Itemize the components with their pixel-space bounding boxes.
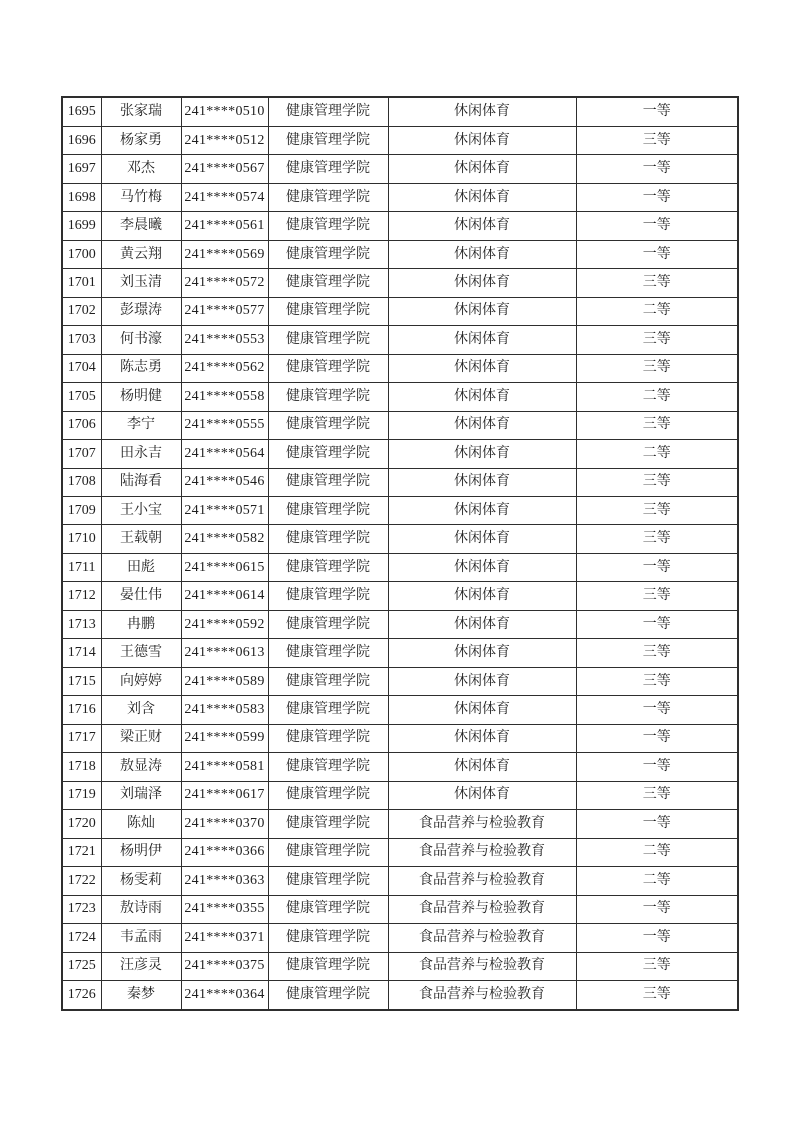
cell-major: 休闲体育: [388, 326, 576, 354]
table-row: [62, 838, 738, 866]
cell-serial-number: 1699: [62, 212, 101, 240]
cell-college: 健康管理学院: [268, 924, 388, 952]
cell-serial-number: 1712: [62, 582, 101, 610]
cell-award-level: 三等: [576, 582, 738, 610]
cell-college: 健康管理学院: [268, 383, 388, 411]
table-row: [62, 867, 738, 895]
cell-student-id: 241****0355: [181, 895, 268, 923]
cell-college: 健康管理学院: [268, 639, 388, 667]
cell-student-id: 241****0363: [181, 867, 268, 895]
cell-serial-number: 1724: [62, 924, 101, 952]
table-row: [62, 724, 738, 752]
table-row: [62, 753, 738, 781]
cell-award-level: 三等: [576, 639, 738, 667]
cell-major: 休闲体育: [388, 696, 576, 724]
cell-major: 休闲体育: [388, 354, 576, 382]
cell-major: 休闲体育: [388, 525, 576, 553]
cell-college: 健康管理学院: [268, 468, 388, 496]
cell-student-id: 241****0553: [181, 326, 268, 354]
cell-award-level: 一等: [576, 696, 738, 724]
cell-student-name: 刘瑞泽: [101, 781, 181, 809]
cell-major: 食品营养与检验教育: [388, 980, 576, 1010]
cell-college: 健康管理学院: [268, 810, 388, 838]
cell-award-level: 一等: [576, 895, 738, 923]
cell-award-level: 一等: [576, 924, 738, 952]
cell-serial-number: 1700: [62, 240, 101, 268]
cell-award-level: 三等: [576, 525, 738, 553]
cell-award-level: 一等: [576, 240, 738, 268]
cell-serial-number: 1709: [62, 497, 101, 525]
cell-student-name: 彭璟涛: [101, 297, 181, 325]
cell-student-name: 张家瑞: [101, 97, 181, 126]
cell-student-id: 241****0599: [181, 724, 268, 752]
cell-college: 健康管理学院: [268, 952, 388, 980]
table-row: [62, 610, 738, 638]
cell-serial-number: 1718: [62, 753, 101, 781]
cell-college: 健康管理学院: [268, 326, 388, 354]
cell-award-level: 三等: [576, 952, 738, 980]
table-row: [62, 952, 738, 980]
cell-award-level: 三等: [576, 269, 738, 297]
cell-college: 健康管理学院: [268, 667, 388, 695]
cell-college: 健康管理学院: [268, 297, 388, 325]
table-row: [62, 525, 738, 553]
cell-award-level: 一等: [576, 97, 738, 126]
cell-college: 健康管理学院: [268, 582, 388, 610]
cell-serial-number: 1711: [62, 553, 101, 581]
cell-serial-number: 1705: [62, 383, 101, 411]
cell-major: 休闲体育: [388, 724, 576, 752]
cell-serial-number: 1702: [62, 297, 101, 325]
table-row: [62, 924, 738, 952]
table-row: [62, 696, 738, 724]
cell-student-name: 汪彦灵: [101, 952, 181, 980]
cell-serial-number: 1695: [62, 97, 101, 126]
cell-award-level: 二等: [576, 297, 738, 325]
cell-major: 食品营养与检验教育: [388, 867, 576, 895]
cell-student-id: 241****0613: [181, 639, 268, 667]
cell-major: 休闲体育: [388, 582, 576, 610]
table-row: [62, 667, 738, 695]
cell-major: 食品营养与检验教育: [388, 838, 576, 866]
cell-student-name: 梁正财: [101, 724, 181, 752]
table-row: [62, 468, 738, 496]
cell-student-id: 241****0582: [181, 525, 268, 553]
cell-student-id: 241****0569: [181, 240, 268, 268]
table-row: [62, 212, 738, 240]
cell-college: 健康管理学院: [268, 155, 388, 183]
cell-award-level: 一等: [576, 810, 738, 838]
cell-student-id: 241****0370: [181, 810, 268, 838]
cell-major: 休闲体育: [388, 753, 576, 781]
cell-major: 休闲体育: [388, 240, 576, 268]
cell-college: 健康管理学院: [268, 610, 388, 638]
cell-college: 健康管理学院: [268, 269, 388, 297]
cell-award-level: 三等: [576, 411, 738, 439]
cell-award-level: 一等: [576, 553, 738, 581]
table-row: [62, 97, 738, 126]
cell-student-id: 241****0562: [181, 354, 268, 382]
cell-student-id: 241****0583: [181, 696, 268, 724]
cell-student-id: 241****0366: [181, 838, 268, 866]
cell-award-level: 三等: [576, 667, 738, 695]
cell-college: 健康管理学院: [268, 980, 388, 1010]
cell-award-level: 一等: [576, 155, 738, 183]
cell-serial-number: 1713: [62, 610, 101, 638]
cell-student-name: 何书濠: [101, 326, 181, 354]
cell-serial-number: 1708: [62, 468, 101, 496]
cell-student-name: 冉鹏: [101, 610, 181, 638]
cell-student-id: 241****0371: [181, 924, 268, 952]
cell-award-level: 三等: [576, 326, 738, 354]
cell-college: 健康管理学院: [268, 525, 388, 553]
award-table: [61, 96, 739, 1011]
cell-award-level: 一等: [576, 212, 738, 240]
cell-student-name: 向婷婷: [101, 667, 181, 695]
cell-student-name: 田彪: [101, 553, 181, 581]
table-row: [62, 183, 738, 211]
cell-serial-number: 1720: [62, 810, 101, 838]
cell-serial-number: 1710: [62, 525, 101, 553]
cell-college: 健康管理学院: [268, 126, 388, 154]
table-row: [62, 497, 738, 525]
cell-student-name: 李晨曦: [101, 212, 181, 240]
cell-student-id: 241****0567: [181, 155, 268, 183]
cell-student-name: 韦孟雨: [101, 924, 181, 952]
cell-major: 食品营养与检验教育: [388, 895, 576, 923]
cell-student-id: 241****0512: [181, 126, 268, 154]
cell-major: 休闲体育: [388, 297, 576, 325]
table-row: [62, 155, 738, 183]
cell-serial-number: 1698: [62, 183, 101, 211]
cell-major: 休闲体育: [388, 781, 576, 809]
table-row: [62, 980, 738, 1010]
cell-major: 休闲体育: [388, 212, 576, 240]
cell-college: 健康管理学院: [268, 411, 388, 439]
cell-student-name: 敖诗雨: [101, 895, 181, 923]
table-row: [62, 126, 738, 154]
cell-major: 休闲体育: [388, 183, 576, 211]
cell-college: 健康管理学院: [268, 553, 388, 581]
table-row: [62, 639, 738, 667]
cell-major: 休闲体育: [388, 383, 576, 411]
cell-award-level: 二等: [576, 867, 738, 895]
cell-student-name: 王德雪: [101, 639, 181, 667]
cell-student-id: 241****0617: [181, 781, 268, 809]
cell-serial-number: 1716: [62, 696, 101, 724]
cell-serial-number: 1722: [62, 867, 101, 895]
cell-serial-number: 1717: [62, 724, 101, 752]
cell-college: 健康管理学院: [268, 753, 388, 781]
cell-award-level: 二等: [576, 838, 738, 866]
cell-student-name: 秦梦: [101, 980, 181, 1010]
table-row: [62, 326, 738, 354]
table-row: [62, 440, 738, 468]
cell-student-id: 241****0571: [181, 497, 268, 525]
cell-college: 健康管理学院: [268, 440, 388, 468]
table-row: [62, 297, 738, 325]
cell-student-name: 刘玉清: [101, 269, 181, 297]
cell-serial-number: 1715: [62, 667, 101, 695]
table-row: [62, 781, 738, 809]
cell-student-id: 241****0589: [181, 667, 268, 695]
cell-college: 健康管理学院: [268, 97, 388, 126]
cell-student-id: 241****0577: [181, 297, 268, 325]
cell-serial-number: 1697: [62, 155, 101, 183]
table-row: [62, 383, 738, 411]
cell-award-level: 一等: [576, 610, 738, 638]
cell-student-name: 马竹梅: [101, 183, 181, 211]
cell-serial-number: 1723: [62, 895, 101, 923]
cell-serial-number: 1706: [62, 411, 101, 439]
cell-major: 食品营养与检验教育: [388, 810, 576, 838]
cell-student-name: 王载朝: [101, 525, 181, 553]
cell-serial-number: 1714: [62, 639, 101, 667]
cell-award-level: 三等: [576, 781, 738, 809]
cell-student-id: 241****0555: [181, 411, 268, 439]
cell-serial-number: 1719: [62, 781, 101, 809]
cell-college: 健康管理学院: [268, 838, 388, 866]
cell-student-id: 241****0546: [181, 468, 268, 496]
cell-student-id: 241****0574: [181, 183, 268, 211]
cell-serial-number: 1703: [62, 326, 101, 354]
cell-student-id: 241****0592: [181, 610, 268, 638]
table-row: [62, 553, 738, 581]
cell-student-name: 杨明健: [101, 383, 181, 411]
cell-major: 休闲体育: [388, 440, 576, 468]
cell-major: 休闲体育: [388, 667, 576, 695]
cell-college: 健康管理学院: [268, 497, 388, 525]
cell-major: 休闲体育: [388, 126, 576, 154]
cell-student-name: 陆海看: [101, 468, 181, 496]
cell-college: 健康管理学院: [268, 354, 388, 382]
cell-major: 休闲体育: [388, 610, 576, 638]
cell-student-id: 241****0510: [181, 97, 268, 126]
cell-student-name: 陈志勇: [101, 354, 181, 382]
table-row: [62, 269, 738, 297]
cell-major: 休闲体育: [388, 97, 576, 126]
cell-award-level: 三等: [576, 354, 738, 382]
cell-student-name: 杨明伊: [101, 838, 181, 866]
cell-college: 健康管理学院: [268, 212, 388, 240]
cell-student-name: 李宁: [101, 411, 181, 439]
table-row: [62, 240, 738, 268]
cell-student-id: 241****0614: [181, 582, 268, 610]
cell-student-name: 晏仕伟: [101, 582, 181, 610]
cell-student-name: 刘含: [101, 696, 181, 724]
cell-college: 健康管理学院: [268, 696, 388, 724]
cell-serial-number: 1704: [62, 354, 101, 382]
table-row: [62, 895, 738, 923]
cell-student-id: 241****0572: [181, 269, 268, 297]
cell-student-id: 241****0558: [181, 383, 268, 411]
cell-college: 健康管理学院: [268, 240, 388, 268]
cell-serial-number: 1701: [62, 269, 101, 297]
cell-student-id: 241****0581: [181, 753, 268, 781]
cell-college: 健康管理学院: [268, 867, 388, 895]
cell-student-name: 敖显涛: [101, 753, 181, 781]
cell-student-name: 杨雯莉: [101, 867, 181, 895]
table-row: [62, 411, 738, 439]
cell-student-name: 黄云翔: [101, 240, 181, 268]
cell-serial-number: 1696: [62, 126, 101, 154]
cell-major: 休闲体育: [388, 497, 576, 525]
cell-student-name: 杨家勇: [101, 126, 181, 154]
cell-award-level: 三等: [576, 980, 738, 1010]
table-row: [62, 582, 738, 610]
cell-award-level: 三等: [576, 497, 738, 525]
cell-award-level: 三等: [576, 126, 738, 154]
cell-college: 健康管理学院: [268, 781, 388, 809]
cell-major: 休闲体育: [388, 468, 576, 496]
cell-major: 食品营养与检验教育: [388, 924, 576, 952]
cell-student-name: 王小宝: [101, 497, 181, 525]
cell-major: 休闲体育: [388, 155, 576, 183]
cell-award-level: 一等: [576, 724, 738, 752]
cell-student-id: 241****0561: [181, 212, 268, 240]
cell-major: 休闲体育: [388, 639, 576, 667]
cell-student-id: 241****0375: [181, 952, 268, 980]
cell-serial-number: 1721: [62, 838, 101, 866]
cell-serial-number: 1725: [62, 952, 101, 980]
cell-student-id: 241****0564: [181, 440, 268, 468]
cell-student-id: 241****0615: [181, 553, 268, 581]
table-row: [62, 354, 738, 382]
table-row: [62, 810, 738, 838]
cell-award-level: 二等: [576, 383, 738, 411]
cell-award-level: 二等: [576, 440, 738, 468]
cell-college: 健康管理学院: [268, 724, 388, 752]
cell-major: 食品营养与检验教育: [388, 952, 576, 980]
cell-student-name: 陈灿: [101, 810, 181, 838]
cell-major: 休闲体育: [388, 553, 576, 581]
cell-serial-number: 1726: [62, 980, 101, 1010]
cell-serial-number: 1707: [62, 440, 101, 468]
cell-student-name: 田永吉: [101, 440, 181, 468]
cell-major: 休闲体育: [388, 411, 576, 439]
cell-student-id: 241****0364: [181, 980, 268, 1010]
cell-award-level: 一等: [576, 753, 738, 781]
cell-student-name: 邓杰: [101, 155, 181, 183]
cell-award-level: 三等: [576, 468, 738, 496]
cell-major: 休闲体育: [388, 269, 576, 297]
cell-college: 健康管理学院: [268, 895, 388, 923]
award-table-body: [62, 97, 738, 1010]
cell-college: 健康管理学院: [268, 183, 388, 211]
cell-award-level: 一等: [576, 183, 738, 211]
